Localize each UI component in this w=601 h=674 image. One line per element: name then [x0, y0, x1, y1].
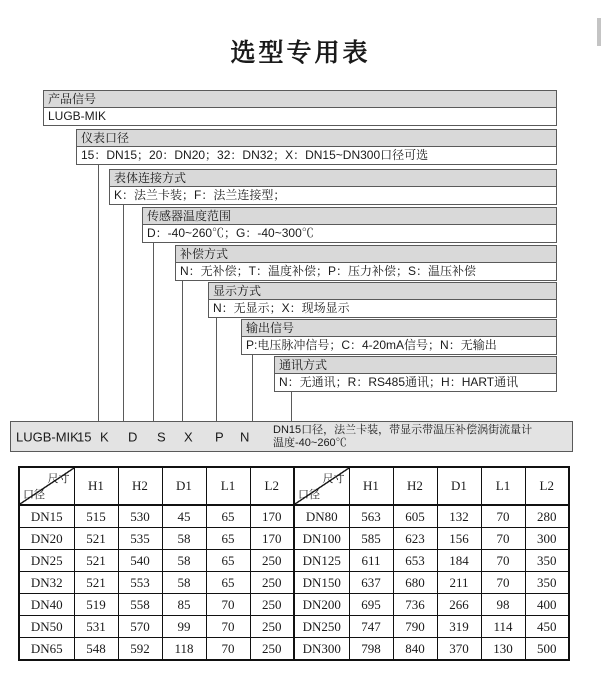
table-cell: 70 [481, 528, 525, 550]
table-cell: 300 [525, 528, 569, 550]
option-box-output [241, 319, 557, 355]
table-cell: 605 [393, 505, 437, 528]
table-cell: 500 [525, 638, 569, 661]
table-row [19, 572, 569, 594]
connector-line [216, 318, 217, 421]
table-cell: 65 [206, 528, 250, 550]
page-edge-mark [597, 18, 601, 46]
connector-line [182, 281, 183, 421]
table-cell: 535 [118, 528, 162, 550]
column-header: D1 [162, 467, 206, 505]
table-cell: 250 [250, 616, 294, 638]
table-row [19, 616, 569, 638]
table-cell: 515 [74, 505, 118, 528]
table-cell: 99 [162, 616, 206, 638]
connector-line [98, 165, 99, 421]
example-description-line2: 温度-40~260℃ [273, 437, 347, 449]
table-cell: DN125 [294, 550, 349, 572]
option-box-product-code [43, 90, 557, 126]
corner-cell [294, 467, 349, 505]
table-cell: 521 [74, 550, 118, 572]
table-cell: 170 [250, 528, 294, 550]
table-cell: 130 [481, 638, 525, 661]
table-cell: 58 [162, 572, 206, 594]
table-cell: 530 [118, 505, 162, 528]
table-cell: 350 [525, 572, 569, 594]
table-cell: 790 [393, 616, 437, 638]
column-header: L1 [206, 467, 250, 505]
table-cell: 70 [206, 594, 250, 616]
table-cell: 70 [206, 616, 250, 638]
table-cell: 156 [437, 528, 481, 550]
option-box-value: 15：DN15；20：DN20；32：DN32；X：DN15~DN300口径可选 [81, 148, 429, 162]
table-cell: 563 [349, 505, 393, 528]
table-cell: 585 [349, 528, 393, 550]
table-cell: 65 [206, 505, 250, 528]
table-cell: 350 [525, 550, 569, 572]
example-description [273, 424, 532, 450]
table-cell: DN20 [19, 528, 74, 550]
table-cell: 553 [118, 572, 162, 594]
option-box-header: 输出信号 [242, 320, 556, 337]
table-cell: 611 [349, 550, 393, 572]
table-cell: 250 [250, 638, 294, 661]
column-header: D1 [437, 467, 481, 505]
example-code: D [128, 429, 138, 444]
table-cell: DN25 [19, 550, 74, 572]
example-code: P [215, 429, 224, 444]
example-code: 15 [77, 429, 92, 444]
option-box-diameter [76, 129, 557, 165]
table-cell: 85 [162, 594, 206, 616]
table-cell: 250 [250, 550, 294, 572]
option-box-compensation [175, 245, 557, 281]
table-cell: DN15 [19, 505, 74, 528]
table-cell: 58 [162, 528, 206, 550]
table-cell: DN250 [294, 616, 349, 638]
connector-line [252, 355, 253, 421]
table-cell: DN150 [294, 572, 349, 594]
option-box-header: 产品信号 [44, 91, 556, 108]
column-header: H2 [118, 467, 162, 505]
corner-cell [19, 467, 74, 505]
option-box-header: 补偿方式 [176, 246, 556, 263]
table-cell: 521 [74, 572, 118, 594]
column-header: L2 [250, 467, 294, 505]
table-cell: 184 [437, 550, 481, 572]
option-box-header: 通讯方式 [275, 357, 556, 374]
table-cell: DN80 [294, 505, 349, 528]
table-cell: 45 [162, 505, 206, 528]
table-cell: 653 [393, 550, 437, 572]
table-row [19, 594, 569, 616]
table-cell: 266 [437, 594, 481, 616]
option-box-header: 表体连接方式 [110, 170, 556, 187]
table-cell: 695 [349, 594, 393, 616]
table-cell: 540 [118, 550, 162, 572]
table-row [19, 505, 569, 528]
example-row [10, 421, 573, 452]
column-header: L2 [525, 467, 569, 505]
table-row [19, 528, 569, 550]
table-cell: 548 [74, 638, 118, 661]
table-cell: 558 [118, 594, 162, 616]
table-cell: 250 [250, 572, 294, 594]
connector-line [153, 243, 154, 421]
table-cell: 400 [525, 594, 569, 616]
table-cell: 637 [349, 572, 393, 594]
option-box-value: D：-40~260℃；G：-40~300℃ [147, 226, 314, 240]
table-cell: 70 [481, 572, 525, 594]
option-box-value: K：法兰卡装；F：法兰连接型； [114, 188, 286, 202]
table-cell: DN65 [19, 638, 74, 661]
table-cell: 118 [162, 638, 206, 661]
table-cell: 680 [393, 572, 437, 594]
table-cell: 570 [118, 616, 162, 638]
table-cell: 736 [393, 594, 437, 616]
corner-label-diameter: 口径 [23, 489, 45, 501]
table-cell: 531 [74, 616, 118, 638]
example-code: N [240, 429, 250, 444]
table-cell: DN40 [19, 594, 74, 616]
table-cell: DN200 [294, 594, 349, 616]
table-cell: 58 [162, 550, 206, 572]
option-box-value: N：无补偿；T：温度补偿；P：压力补偿；S：温压补偿 [180, 264, 477, 278]
table-cell: 170 [250, 505, 294, 528]
example-model: LUGB-MIK [16, 429, 79, 444]
table-cell: DN300 [294, 638, 349, 661]
table-header-row [19, 467, 569, 505]
option-box-header: 仪表口径 [77, 130, 556, 147]
table-cell: 840 [393, 638, 437, 661]
connector-line [123, 205, 124, 421]
corner-label-size: 尺寸 [322, 473, 345, 485]
column-header: H1 [349, 467, 393, 505]
option-box-value: N：无显示；X：现场显示 [213, 301, 350, 315]
table-cell: 98 [481, 594, 525, 616]
connector-line [291, 392, 292, 421]
table-cell: 70 [481, 550, 525, 572]
option-box-connection [109, 169, 557, 205]
table-cell: 319 [437, 616, 481, 638]
example-code: S [157, 429, 166, 444]
table-cell: 211 [437, 572, 481, 594]
table-cell: 521 [74, 528, 118, 550]
option-box-display [208, 282, 557, 318]
table-cell: 70 [481, 505, 525, 528]
option-box-header: 传感器温度范围 [143, 208, 556, 225]
table-cell: 798 [349, 638, 393, 661]
table-cell: 592 [118, 638, 162, 661]
table-row [19, 638, 569, 661]
table-cell: 65 [206, 572, 250, 594]
table-cell: 280 [525, 505, 569, 528]
corner-label-diameter: 口径 [298, 489, 320, 501]
table-cell: DN50 [19, 616, 74, 638]
dimension-table [18, 466, 570, 661]
table-cell: 114 [481, 616, 525, 638]
table-cell: 250 [250, 594, 294, 616]
option-box-value: N：无通讯；R：RS485通讯；H：HART通讯 [279, 375, 519, 389]
table-cell: 747 [349, 616, 393, 638]
table-row [19, 550, 569, 572]
column-header: H1 [74, 467, 118, 505]
option-box-value: LUGB-MIK [48, 109, 107, 123]
table-cell: 132 [437, 505, 481, 528]
corner-label-size: 尺寸 [47, 473, 70, 485]
table-cell: 70 [206, 638, 250, 661]
column-header: L1 [481, 467, 525, 505]
column-header: H2 [393, 467, 437, 505]
table-cell: 450 [525, 616, 569, 638]
option-box-value: P:电压脉冲信号；C：4-20mA信号；N：无输出 [246, 338, 497, 352]
example-code: X [184, 429, 193, 444]
table-cell: 623 [393, 528, 437, 550]
page-title: 选型专用表 [230, 39, 371, 67]
table-cell: 65 [206, 550, 250, 572]
option-box-temp-range [142, 207, 557, 243]
option-box-header: 显示方式 [209, 283, 556, 300]
table-cell: DN100 [294, 528, 349, 550]
table-cell: 519 [74, 594, 118, 616]
example-description-line1: DN15口径，法兰卡装，带显示带温压补偿涡街流量计 [273, 424, 533, 436]
table-cell: DN32 [19, 572, 74, 594]
table-cell: 370 [437, 638, 481, 661]
example-code: K [100, 429, 109, 444]
option-box-communication [274, 356, 557, 392]
